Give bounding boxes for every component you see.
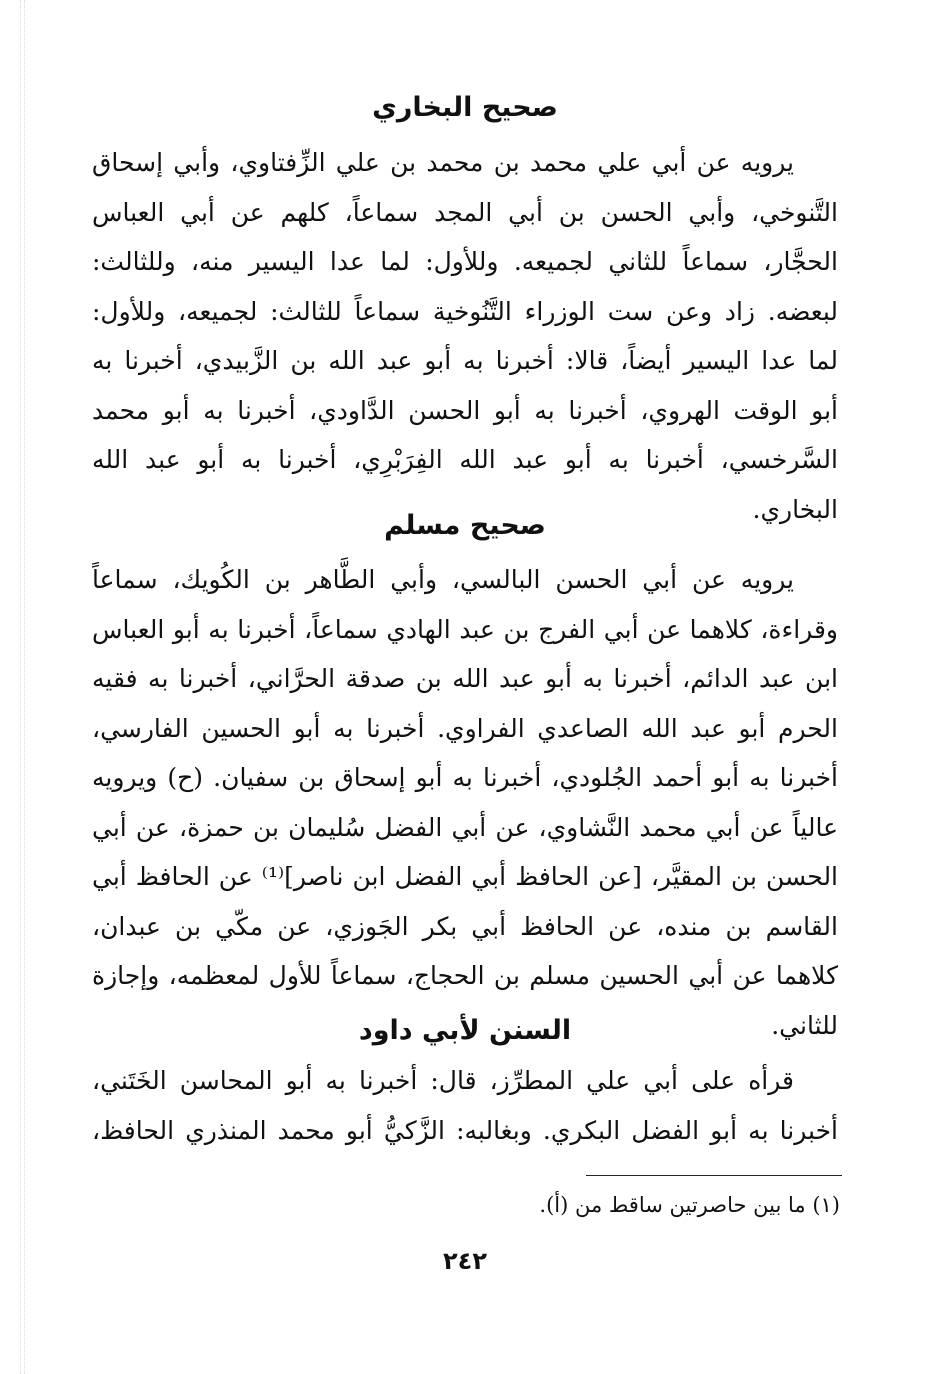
text-line: البخاري. xyxy=(752,494,838,524)
text-line: لما عدا اليسير أيضاً، قالا: أخبرنا به أبو عبد الله بن الزَّبيدي، أخبرنا به xyxy=(92,346,838,375)
text-line: ابن عبد الدائم، أخبرنا به أبو عبد الله بن صدقة الحرَّاني، أخبرنا به فقيه xyxy=(92,664,838,693)
text-line: الحجَّار، سماعاً للثاني لجميعه. وللأول: لما عدا اليسير منه، وللثالث: xyxy=(92,247,838,276)
text-line: يرويه عن أبي الحسن البالسي، وأبي الطَّاهر بن الكُويك، سماعاً xyxy=(92,565,794,594)
text-line: عالياً عن أبي محمد النَّشاوي، عن أبي الفضل سُليمان بن حمزة، عن أبي xyxy=(92,812,838,842)
text-line: القاسم بن منده، عن الحافظ أبي بكر الجَوزي، عن مكّي بن عبدان، xyxy=(92,911,838,941)
text-line: كلاهما عن أبي الحسين مسلم بن الحجاج، سماعاً للأول لمعظمه، وإجازة xyxy=(92,961,838,990)
text-line: الحسن بن المقيَّر، [عن الحافظ أبي الفضل ابن ناصر]⁽¹⁾ عن الحافظ أبي xyxy=(92,862,838,891)
text-line: التَّنوخي، وأبي الحسن بن أبي المجد سماعاً، كلهم عن أبي العباس xyxy=(92,197,838,227)
section-body-abu-dawud xyxy=(92,1056,838,1155)
text-line: يرويه عن أبي علي محمد بن محمد بن علي الزِّفتاوي، وأبي إسحاق xyxy=(92,148,794,177)
footnote: (١) ما بين حاصرتين ساقط من (أ). xyxy=(539,1193,840,1217)
page-number: ٢٤٢ xyxy=(443,1247,487,1275)
section-body-muslim xyxy=(92,555,838,1050)
section-title-muslim: صحيح مسلم xyxy=(384,510,546,541)
footnote-divider xyxy=(586,1175,842,1176)
text-line: أخبرنا به أبو أحمد الجُلودي، أخبرنا به أبو إسحاق بن سفيان. (ح) ويرويه xyxy=(92,763,838,792)
text-line: السَّرخسي، أخبرنا به أبو عبد الله الفِرَبْرِي، أخبرنا به أبو عبد الله xyxy=(92,445,838,474)
section-body-bukhari xyxy=(92,138,838,534)
scan-artifact-line xyxy=(24,0,25,1374)
scan-artifact-line xyxy=(20,0,21,1374)
text-line: أخبرنا به أبو الفضل البكري. وبغالبه: الزَّكيُّ أبو محمد المنذري الحافظ، xyxy=(92,1115,838,1145)
section-title-bukhari: صحيح البخاري xyxy=(372,92,558,123)
section-title-abu-dawud: السنن لأبي داود xyxy=(358,1015,572,1046)
text-line: قرأه على أبي علي المطرِّز، قال: أخبرنا به أبو المحاسن الخَتَني، xyxy=(92,1066,794,1095)
text-line: أبو الوقت الهروي، أخبرنا به أبو الحسن الدَّاودي، أخبرنا به أبو محمد xyxy=(92,395,838,425)
text-line: لبعضه. زاد وعن ست الوزراء التَّنُوخية سماعاً للثالث: لجميعه، وللأول: xyxy=(92,296,838,326)
text-line: للثاني. xyxy=(771,1010,838,1040)
text-line: الحرم أبو عبد الله الصاعدي الفراوي. أخبرنا به أبو الحسين الفارسي، xyxy=(92,713,838,743)
text-line: وقراءة، كلاهما عن أبي الفرج بن عبد الهادي سماعاً، أخبرنا به أبو العباس xyxy=(92,614,838,644)
